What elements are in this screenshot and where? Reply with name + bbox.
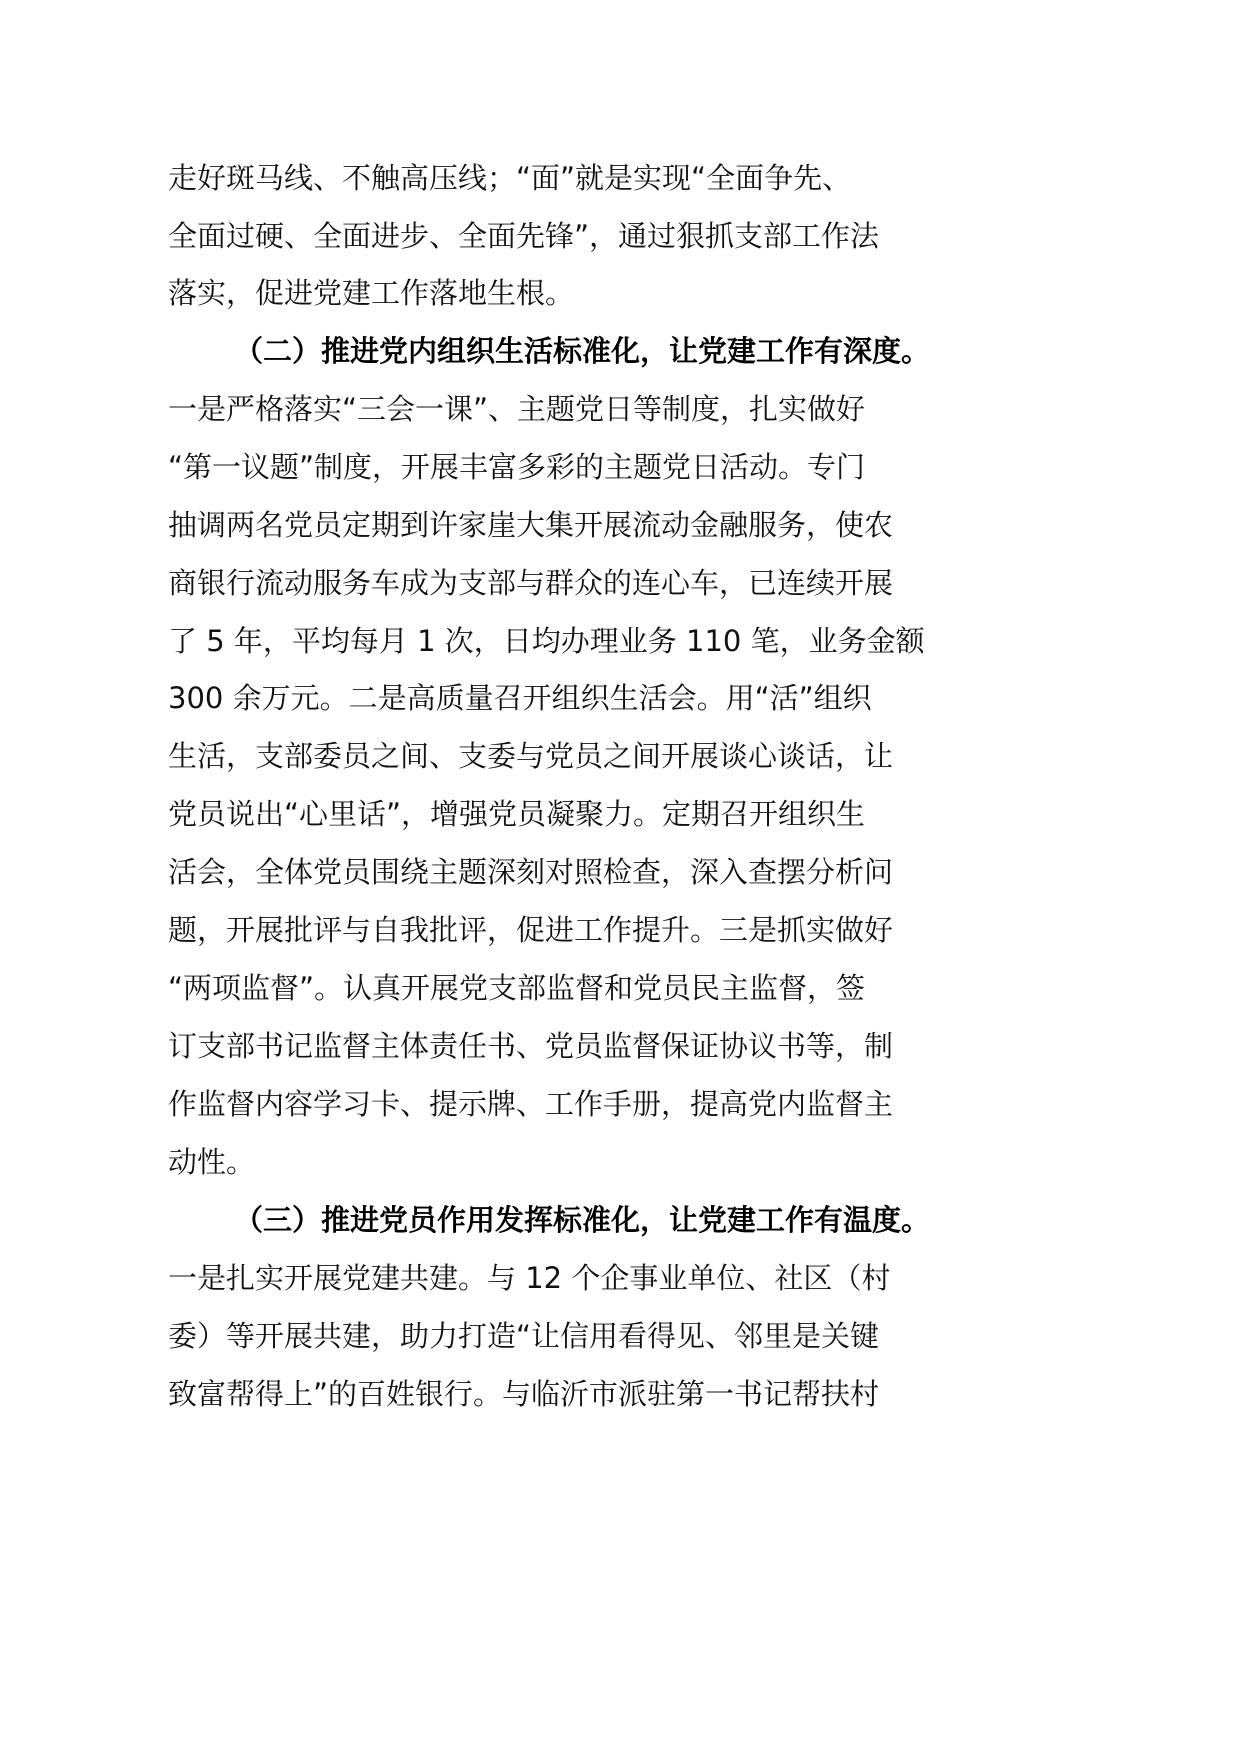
body-text-line: 动性。	[168, 1145, 256, 1179]
body-text-line: 抽调两名党员定期到许家崖大集开展流动金融服务，使农	[168, 508, 894, 542]
body-text-line: “第一议题”制度，开展丰富多彩的主题党日活动。专门	[168, 450, 866, 484]
body-text-line: 作监督内容学习卡、提示牌、工作手册，提高党内监督主	[168, 1087, 894, 1121]
section-heading-3: （三）推进党员作用发挥标准化，让党建工作有温度。	[234, 1203, 931, 1237]
body-text-line: 商银行流动服务车成为支部与群众的连心车，已连续开展	[168, 566, 894, 600]
body-text-line: 落实，促进党建工作落地生根。	[168, 276, 575, 310]
body-text-line: 300 余万元。二是高质量召开组织生活会。用“活”组织	[168, 681, 872, 715]
section-heading-2: （二）推进党内组织生活标准化，让党建工作有深度。	[234, 334, 931, 368]
body-text-line: 订支部书记监督主体责任书、党员监督保证协议书等，制	[168, 1029, 894, 1063]
body-text-line: 走好斑马线、不触高压线；“面”就是实现“全面争先、	[168, 161, 852, 195]
body-text-line: “两项监督”。认真开展党支部监督和党员民主监督，签	[168, 971, 866, 1005]
body-text-line: 了 5 年，平均每月 1 次，日均办理业务 110 笔，业务金额	[168, 624, 925, 658]
body-text-line: 生活，支部委员之间、支委与党员之间开展谈心谈话，让	[168, 739, 894, 773]
body-text-line: 委）等开展共建，助力打造“让信用看得见、邻里是关键	[168, 1319, 880, 1353]
body-text-line: 党员说出“心里话”，增强党员凝聚力。定期召开组织生	[168, 797, 866, 831]
body-text-line: 致富帮得上”的百姓银行。与临沂市派驻第一书记帮扶村	[168, 1377, 880, 1411]
body-text-line: 一是扎实开展党建共建。与 12 个企事业单位、社区（村	[168, 1261, 891, 1295]
body-text-line: 一是严格落实“三会一课”、主题党日等制度，扎实做好	[168, 392, 866, 426]
body-text-line: 活会，全体党员围绕主题深刻对照检查，深入查摆分析问	[168, 855, 894, 889]
body-text-line: 全面过硬、全面进步、全面先锋”，通过狠抓支部工作法	[168, 219, 880, 253]
body-text-line: 题，开展批评与自我批评，促进工作提升。三是抓实做好	[168, 913, 894, 947]
